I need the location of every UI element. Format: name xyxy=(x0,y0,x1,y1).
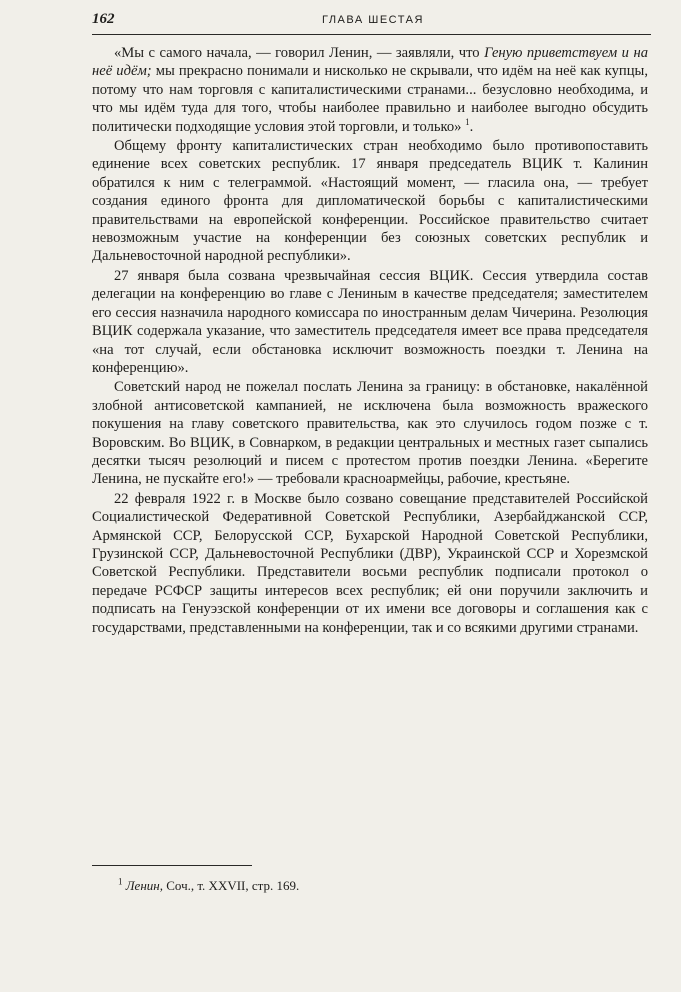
main-text xyxy=(92,44,648,638)
paragraph-united-front: Общему фронту капиталистических стран необходимо было противопоставить единение всех советских республик. 17 января председатель ВЦИК т. Калинин обратился к ним с телеграммой. «Настоящий момент, — гласила она, — требует создания единого фронта для дипломатической борьбы с капиталистическими правительствами на европейской конференции. Российское правительство считает невозможным участие на конференции без союзных советских республик и Дальневосточной народной республики». xyxy=(92,138,648,265)
quote-period: . xyxy=(469,118,474,135)
page-header xyxy=(92,8,651,35)
quote-emphasis: Геную приветствуем и на неё идём; xyxy=(92,45,648,80)
paragraph-vtsik-session: 27 января была созвана чрезвычайная сессия ВЦИК. Сессия утвердила состав делегации на конференцию во главе с Лениным в качестве председателя; заместителем его сессия назначила народного комиссара по иностранным делам Чичерина. Резолюция ВЦИК содержала указание, что заместитель председателя имеет все права председателя «на тот случай, если обстановка исключит возможность поездки т. Ленина на конференцию». xyxy=(92,267,648,376)
footnote xyxy=(118,878,299,894)
running-head: ГЛАВА ШЕСТАЯ xyxy=(322,14,424,26)
paragraph-moscow-meeting: 22 февраля 1922 г. в Москве было созвано совещание представителей Российской Социалистической Федеративной Советской Республики, Азербайджанской ССР, Армянской ССР, Белорусской ССР, Бухарской Народной Советской Республики, Грузинской ССР, Дальневосточной Республики (ДВР), Украинской ССР и Хорезмской Советской Республики. Представители восьми республик подписали протокол о передаче РСФСР защиты интересов всех республик; ей они поручили заключить и подписать на Генуэзской конференции от их имени все договоры и соглашения как с государствами, представленными на конференции, так и со всякими другими странами. xyxy=(92,490,648,636)
footnote-text: Соч., т. XXVII, стр. 169. xyxy=(162,878,300,893)
page-number: 162 xyxy=(92,11,115,27)
quote-text-end: мы прекрасно понимали и нисколько не скрывали, что идём на неё как купцы, потому что нам торговля с капиталистическими странами... безусловно необходима, и что мы идём туда для того, чтобы наиболее правильно и наиболее выгодно обсудить политически подходящие условия этой торговли, и только» xyxy=(92,63,648,135)
paragraph-lenin-quote xyxy=(92,44,648,136)
quote-text-start: «Мы с самого начала, — говорил Ленин, — заявляли, что xyxy=(114,45,485,61)
footnote-reference: 1 xyxy=(465,116,470,127)
footnote-marker: 1 xyxy=(118,876,123,887)
paragraph-protect-lenin: Советский народ не пожелал послать Ленина за границу: в обстановке, накалённой злобной антисоветской кампанией, не исключена была возможность вражеского покушения на главу советского правительства, как это случилось годом позже с т. Воровским. Во ВЦИК, в Совнарком, в редакции центральных и местных газет сыпались десятки тысяч резолюций и писем с протестом против поездки Ленина. «Берегите Ленина, не пускайте его!» — требовали красноармейцы, рабочие, крестьяне. xyxy=(92,379,648,488)
footnote-divider xyxy=(92,865,252,866)
footnote-author: Ленин, xyxy=(125,878,163,893)
